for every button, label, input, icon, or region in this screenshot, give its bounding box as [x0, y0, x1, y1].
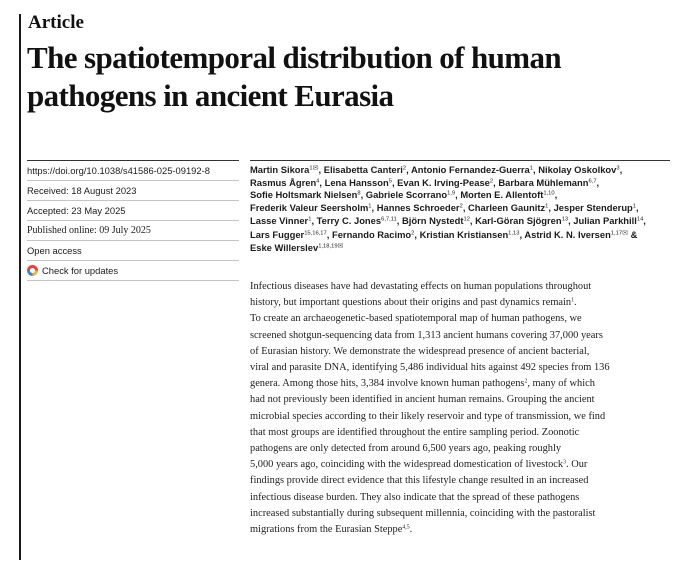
affiliation-superscript: 5	[388, 178, 392, 185]
abstract-line	[250, 473, 690, 489]
author-name[interactable]: ,	[619, 164, 623, 175]
author-name[interactable]: , Julian Parkhill	[568, 214, 637, 226]
check-for-updates-button[interactable]	[27, 260, 239, 281]
author-line	[250, 163, 670, 177]
abstract-line	[250, 490, 690, 506]
envelope-icon[interactable]: ✉	[337, 243, 344, 251]
abstract-line	[250, 376, 690, 392]
abstract-text: To create an archaeogenetic-based spatiotemporal map of human pathogens, we	[250, 313, 582, 325]
abstract-line	[250, 409, 690, 425]
author-list	[250, 160, 670, 255]
article-title	[27, 39, 695, 115]
affiliation-superscript: 1	[308, 216, 312, 223]
abstract-text: Infectious diseases have had devastating effects on human populations throughout	[250, 281, 592, 292]
author-name[interactable]: Sofie Holtsmark Nielsen	[250, 189, 358, 201]
abstract-line	[250, 328, 690, 344]
abstract-line	[250, 506, 690, 522]
envelope-icon[interactable]: ✉	[622, 229, 628, 237]
received-date: Received: 18 August 2023	[27, 180, 239, 200]
author-name[interactable]: , Nikolay Oskolkov	[533, 164, 617, 175]
affiliation-superscript: 1,17	[610, 229, 623, 236]
author-name[interactable]: , Karl-Göran Sjögren	[469, 214, 562, 226]
author-name[interactable]: , Morten E. Allentoft	[455, 189, 544, 201]
affiliation-superscript: 15,16,17	[304, 229, 327, 236]
author-line	[250, 228, 670, 242]
author-name[interactable]: , Barbara Mühlemann	[493, 176, 589, 188]
abstract-text: genera. Among those hits, 3,384 involve known human pathogens	[250, 378, 525, 390]
author-line	[250, 177, 670, 190]
abstract-text: that most groups are identified throughout the entire sampling period. Zoonotic	[250, 426, 580, 438]
abstract-text: had not previously been identified in ancient human remains. Grouping the ancient	[250, 394, 595, 406]
abstract-line	[250, 457, 690, 473]
author-line	[250, 241, 670, 255]
abstract-line	[250, 360, 690, 376]
affiliation-superscript: 1	[545, 203, 549, 210]
citation-superscript[interactable]: 2	[524, 378, 528, 385]
author-name[interactable]: , Kristian Kristiansen	[414, 228, 509, 240]
abstract-text: increased substantially during subsequent millennia, coinciding with the pastoralist	[250, 507, 596, 519]
doi-link[interactable]: https://doi.org/10.1038/s41586-025-09192-8	[27, 160, 239, 180]
abstract-line	[250, 344, 690, 360]
left-margin-rule	[19, 14, 21, 560]
author-line	[250, 189, 670, 202]
affiliation-superscript: 2	[402, 165, 407, 172]
author-name[interactable]: ,	[596, 176, 600, 188]
affiliation-superscript: 4	[316, 178, 320, 185]
author-name[interactable]: Martin Sikora	[250, 164, 310, 175]
abstract-line	[250, 441, 690, 457]
abstract-line	[250, 522, 690, 538]
published-date: Published online: 09 July 2025	[27, 220, 239, 240]
author-line	[250, 215, 670, 228]
author-name[interactable]: , Terry C. Jones	[311, 214, 382, 226]
affiliation-superscript: 14	[636, 216, 644, 223]
affiliation-superscript: 1,13	[508, 229, 520, 236]
accepted-date: Accepted: 23 May 2025	[27, 200, 239, 220]
title-line: pathogens in ancient Eurasia	[27, 78, 394, 113]
author-name[interactable]: , Elisabetta Canteri	[318, 164, 403, 175]
affiliation-superscript: 1	[309, 165, 313, 172]
abstract	[250, 279, 690, 538]
author-name[interactable]: , Jesper Stenderup	[548, 202, 633, 214]
affiliation-superscript: 2	[489, 178, 494, 185]
affiliation-superscript: 8	[357, 190, 361, 197]
affiliation-superscript: 3	[616, 165, 620, 172]
author-name[interactable]: , Astrid K. N. Iversen	[519, 228, 611, 240]
article-type-label: Article	[28, 12, 84, 33]
affiliation-superscript: 2	[411, 229, 415, 236]
author-name[interactable]: ,	[643, 214, 646, 226]
abstract-text: screened shotgun-sequencing data from 1,313 ancient humans covering 37,000 years	[250, 329, 603, 341]
affiliation-superscript: 6,7	[588, 178, 597, 185]
affiliation-superscript: 1,18,19	[318, 243, 338, 250]
abstract-text: infectious disease burden. They also indicate that the spread of these pathogens	[250, 491, 580, 503]
abstract-text: , many of which	[527, 378, 595, 390]
author-name[interactable]: &	[628, 228, 638, 240]
abstract-line	[250, 279, 690, 295]
abstract-text: . Our	[566, 459, 588, 471]
abstract-text: .	[409, 524, 413, 536]
abstract-text: findings provide direct evidence that this lifestyle change resulted in an increased	[250, 475, 589, 487]
affiliation-superscript: 12	[463, 216, 470, 223]
title-line: The spatiotemporal distribution of human	[27, 40, 562, 75]
check-for-updates-label: Check for updates	[42, 265, 119, 276]
abstract-text: viral and parasite DNA, identifying 5,486 individual hits against 492 species from 136	[250, 362, 610, 374]
crossmark-icon	[27, 265, 38, 276]
author-name[interactable]: , Evan K. Irving-Pease	[391, 176, 490, 188]
affiliation-superscript: 1	[632, 203, 637, 210]
author-name[interactable]: , Gabriele Scorrano	[360, 189, 448, 201]
abstract-text: microbial species according to their likely reservoir and type of transmission, we find	[250, 410, 606, 422]
affiliation-superscript: 6,7,11	[381, 216, 397, 223]
open-access-label: Open access	[27, 240, 239, 260]
abstract-text: 5,000 years ago, coinciding with the widespread domestication of livestock	[250, 459, 564, 471]
abstract-line	[250, 311, 690, 327]
citation-superscript[interactable]: 1	[571, 297, 575, 304]
author-name[interactable]: , Antonio Fernandez-Guerra	[406, 164, 530, 175]
abstract-text: pathogens are only detected from around 6,500 years ago, peaking roughly	[250, 443, 562, 455]
abstract-line	[250, 425, 690, 441]
affiliation-superscript: 1	[529, 165, 533, 172]
author-name[interactable]: , Charleen Gaunitz	[462, 202, 546, 214]
abstract-text: of Eurasian history. We demonstrate the widespread presence of ancient bacterial,	[250, 345, 590, 357]
author-name[interactable]: , Lena Hansson	[319, 176, 389, 188]
abstract-text: .	[574, 297, 577, 309]
abstract-text: migrations from the Eurasian Steppe	[250, 524, 403, 536]
affiliation-superscript: 2	[459, 203, 463, 210]
citation-superscript[interactable]: 4,5	[402, 524, 410, 531]
article-metadata	[27, 160, 239, 281]
author-name[interactable]: ,	[554, 189, 558, 201]
author-name[interactable]: Lasse Vinner	[250, 214, 309, 226]
author-name[interactable]: Eske Willerslev	[250, 242, 319, 254]
abstract-line	[250, 392, 690, 408]
affiliation-superscript: 13	[561, 216, 569, 223]
abstract-text: history, but important questions about their origins and past dynamics remain	[250, 297, 572, 309]
author-name[interactable]: Lars Fugger	[250, 228, 305, 240]
envelope-icon[interactable]: ✉	[312, 165, 319, 172]
affiliation-superscript: 1,9	[447, 190, 456, 197]
author-name[interactable]: , Hannes Schroeder	[371, 202, 460, 214]
abstract-line	[250, 295, 690, 311]
citation-superscript[interactable]: 3	[563, 459, 566, 466]
author-name[interactable]: , Fernando Racimo	[326, 228, 412, 240]
author-name[interactable]: ,	[636, 202, 639, 214]
author-name[interactable]: Frederik Valeur Seersholm	[250, 202, 369, 214]
author-name[interactable]: , Björn Nystedt	[396, 214, 464, 226]
author-name[interactable]: Rasmus Ågren	[250, 176, 317, 188]
affiliation-superscript: 1,10	[543, 190, 555, 197]
author-line	[250, 202, 670, 215]
affiliation-superscript: 1	[368, 203, 372, 210]
